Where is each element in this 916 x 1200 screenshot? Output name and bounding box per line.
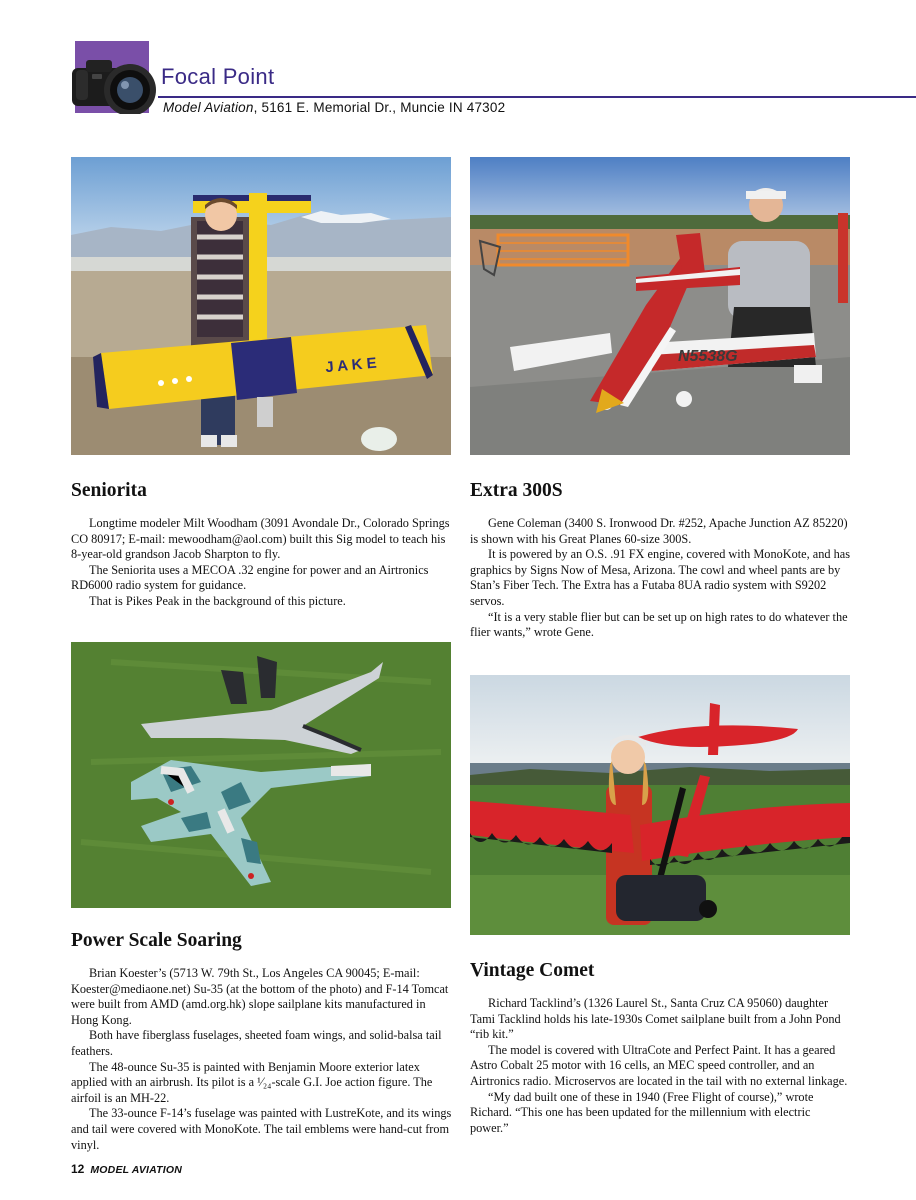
article-paragraph: The model is covered with UltraCote and Perfect Paint. It has a geared Astro Cobalt 25 motor with 16 cells, an MEC speed controller, and an Airtronics radio. Microservos are located in the tail with no external linkage.	[470, 1042, 848, 1088]
extra-wing-lettering: N5538G	[678, 348, 738, 365]
photo-vintage-comet	[470, 675, 850, 935]
photo-extra-300s	[470, 157, 850, 455]
article-extra-300s	[470, 480, 852, 641]
footer-magazine-name: MODEL AVIATION	[90, 1164, 183, 1176]
article-title: Seniorita	[71, 480, 147, 501]
article-title: Extra 300S	[470, 480, 563, 501]
address-text: , 5161 E. Memorial Dr., Muncie IN 47302	[253, 100, 506, 115]
page-footer	[71, 1162, 182, 1176]
article-paragraph: “My dad built one of these in 1940 (Free Flight of course),” wrote Richard. “This one has been updated for the millennium with electric power.”	[470, 1089, 814, 1135]
wing-lettering: J A K E	[324, 354, 378, 377]
page-number: 12	[71, 1162, 85, 1176]
article-vintage-comet	[470, 960, 852, 1136]
article-paragraph: “It is a very stable flier but can be set up on high rates to do whatever the flier wants,” wrote Gene.	[470, 609, 848, 640]
article-paragraph: Gene Coleman (3400 S. Ironwood Dr. #252, Apache Junction AZ 85220) is shown with his Great Planes 60-size 300S.	[470, 516, 848, 546]
article-paragraph: Richard Tacklind’s (1326 Laurel St., Santa Cruz CA 95060) daughter Tami Tacklind holds his late-1930s Comet sailplane built from a John Pond “rib kit.”	[470, 996, 841, 1042]
publication-address	[163, 100, 505, 115]
section-title: Focal Point	[161, 64, 275, 89]
article-paragraph: Both have fiberglass fuselages, sheeted foam wings, and solid-balsa tail feathers.	[71, 1028, 442, 1058]
article-paragraph: The 33-ounce F-14’s fuselage was painted with LustreKote, and its wings and tail were covered with MonoKote. The tail emblems were hand-cut from vinyl.	[71, 1106, 452, 1152]
article-title: Power Scale Soaring	[71, 930, 242, 951]
article-paragraph: That is Pikes Peak in the background of this picture.	[89, 593, 346, 608]
article-paragraph: Brian Koester’s (5713 W. 79th St., Los Angeles CA 90045; E-mail: Koester@mediaone.net) Su-35 (at the bottom of the photo) and F-14 Tomcat were built from AMD (amd.org.hk) slope sailplane kits manufactured in Hong Kong.	[71, 966, 449, 1027]
article-title: Vintage Comet	[470, 960, 595, 981]
page-header	[68, 40, 916, 120]
publication-name: Model Aviation	[163, 100, 254, 115]
article-seniorita	[71, 480, 453, 610]
article-paragraph: It is powered by an O.S. .91 FX engine, covered with MonoKote, and has graphics by Signs Now of Mesa, Arizona. The cowl and wheel pants are by Stan’s Fiber Tech. The Extra has a Futaba 8UA radio system with S9202 servos.	[470, 547, 851, 608]
article-paragraph: Longtime modeler Milt Woodham (3091 Avondale Dr., Colorado Springs CO 80917; E-mail: mewoodham@aol.com) built this Sig model to teach his 8-year-old grandson Jacob Sharpton to fly.	[71, 516, 450, 562]
photo-seniorita	[71, 157, 451, 455]
article-power-scale-soaring	[71, 930, 453, 1153]
article-paragraph: The 48-ounce Su-35 is painted with Benjamin Moore exterior latex applied with an airbrush. Its pilot is a ¹⁄₂₄-scale G.I. Joe action figure. The airfoil is an MH-22.	[71, 1059, 433, 1105]
article-paragraph: The Seniorita uses a MECOA .32 engine for power and an Airtronics RD6000 radio system for guidance.	[71, 562, 429, 593]
camera-icon	[68, 50, 160, 114]
photo-power-scale-soaring	[71, 642, 451, 908]
header-rule	[158, 96, 916, 98]
